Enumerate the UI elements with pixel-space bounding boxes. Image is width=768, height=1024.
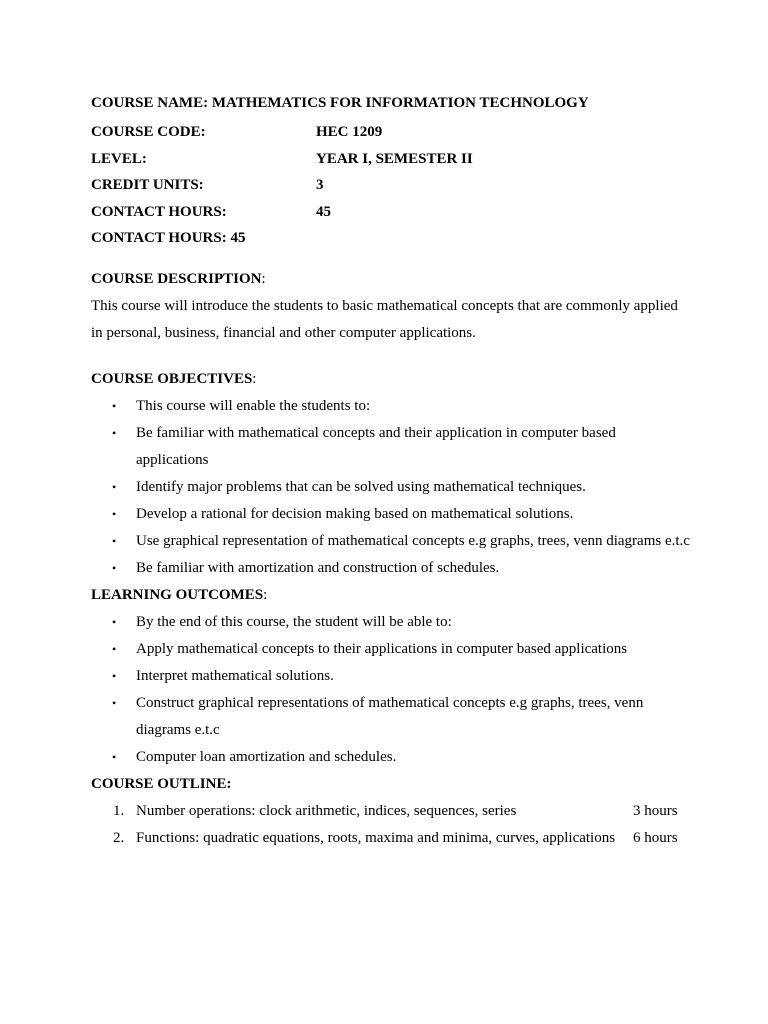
meta-row-level	[91, 146, 691, 173]
bullet-icon: •	[112, 533, 117, 548]
list-item-text: Be familiar with mathematical concepts and their application in computer based applications	[136, 424, 616, 468]
list-item	[91, 501, 691, 528]
bullet-icon: •	[112, 749, 117, 764]
heading-colon: :	[263, 586, 268, 603]
objectives-list	[91, 393, 691, 582]
list-item	[91, 555, 691, 582]
bullet-icon: •	[112, 695, 117, 710]
list-item-text: Develop a rational for decision making based on mathematical solutions.	[136, 505, 574, 522]
outline-item	[91, 798, 691, 825]
list-item-text: Apply mathematical concepts to their applications in computer based applications	[136, 640, 628, 657]
course-objectives-heading	[91, 366, 691, 393]
learning-outcomes-heading	[91, 582, 691, 609]
list-item-text: Be familiar with amortization and construction of schedules.	[136, 559, 500, 576]
meta-row-course-code	[91, 119, 691, 146]
list-item-text: Identify major problems that can be solved using mathematical techniques.	[136, 478, 586, 495]
list-item	[91, 528, 691, 555]
bullet-icon: •	[112, 506, 117, 521]
list-item	[91, 636, 691, 663]
meta-label: COURSE CODE:	[91, 124, 206, 140]
list-item	[91, 744, 691, 771]
list-item-text: Construct graphical representations of mathematical concepts e.g graphs, trees, venn diagrams e.t.c	[136, 694, 644, 738]
outline-topic: Number operations: clock arithmetic, indices, sequences, series	[136, 802, 517, 819]
contact-hours-line: CONTACT HOURS: 45	[91, 230, 246, 246]
heading-colon: :	[252, 370, 257, 387]
meta-row-contact-hours	[91, 199, 691, 226]
course-description-heading	[91, 266, 691, 293]
bullet-icon: •	[112, 641, 117, 656]
bullet-icon: •	[112, 425, 117, 440]
bullet-icon: •	[112, 560, 117, 575]
heading-colon: :	[261, 270, 266, 287]
list-item	[91, 393, 691, 420]
heading-text: COURSE OUTLINE:	[91, 775, 232, 792]
outline-hours: 3 hours	[633, 802, 678, 819]
bullet-icon: •	[112, 398, 117, 413]
heading-text: COURSE OBJECTIVES	[91, 370, 253, 387]
list-item	[91, 690, 691, 744]
bullet-icon: •	[112, 668, 117, 683]
list-item	[91, 609, 691, 636]
list-item-text: Use graphical representation of mathematical concepts e.g graphs, trees, venn diagrams e.t.c	[136, 532, 690, 549]
outline-item	[91, 825, 691, 852]
list-item	[91, 663, 691, 690]
outcomes-list	[91, 609, 691, 771]
meta-value: 3	[316, 177, 324, 193]
list-item	[91, 420, 691, 474]
course-outline-heading	[91, 771, 691, 798]
course-description-text: This course will introduce the students to basic mathematical concepts that are commonly applied in personal, business, financial and other computer applications.	[91, 297, 678, 341]
heading-text: COURSE DESCRIPTION	[91, 270, 262, 287]
bullet-icon: •	[112, 479, 117, 494]
meta-label: CREDIT UNITS:	[91, 177, 204, 193]
outline-list	[91, 798, 691, 852]
meta-label: LEVEL:	[91, 150, 147, 167]
list-item-text: Computer loan amortization and schedules.	[136, 748, 397, 765]
heading-text: LEARNING OUTCOMES	[91, 586, 264, 603]
meta-row-credit-units	[91, 172, 691, 199]
spacer	[91, 252, 691, 266]
bullet-icon: •	[112, 614, 117, 629]
meta-value: YEAR I, SEMESTER II	[316, 150, 473, 167]
list-item-text: Interpret mathematical solutions.	[136, 667, 334, 684]
outline-topic: Functions: quadratic equations, roots, maxima and minima, curves, applications	[136, 829, 616, 846]
outline-hours: 6 hours	[633, 829, 678, 846]
course-name-line: COURSE NAME: MATHEMATICS FOR INFORMATION TECHNOLOGY	[91, 95, 589, 111]
spacer	[91, 347, 691, 366]
meta-label: CONTACT HOURS:	[91, 203, 227, 220]
list-item	[91, 474, 691, 501]
outline-number: 1.	[113, 802, 125, 819]
meta-value: HEC 1209	[316, 124, 383, 140]
meta-value: 45	[316, 203, 331, 220]
list-item-text: By the end of this course, the student will be able to:	[136, 613, 452, 630]
list-item-text: This course will enable the students to:	[136, 397, 371, 414]
document-content	[91, 92, 691, 852]
outline-number: 2.	[113, 829, 125, 846]
